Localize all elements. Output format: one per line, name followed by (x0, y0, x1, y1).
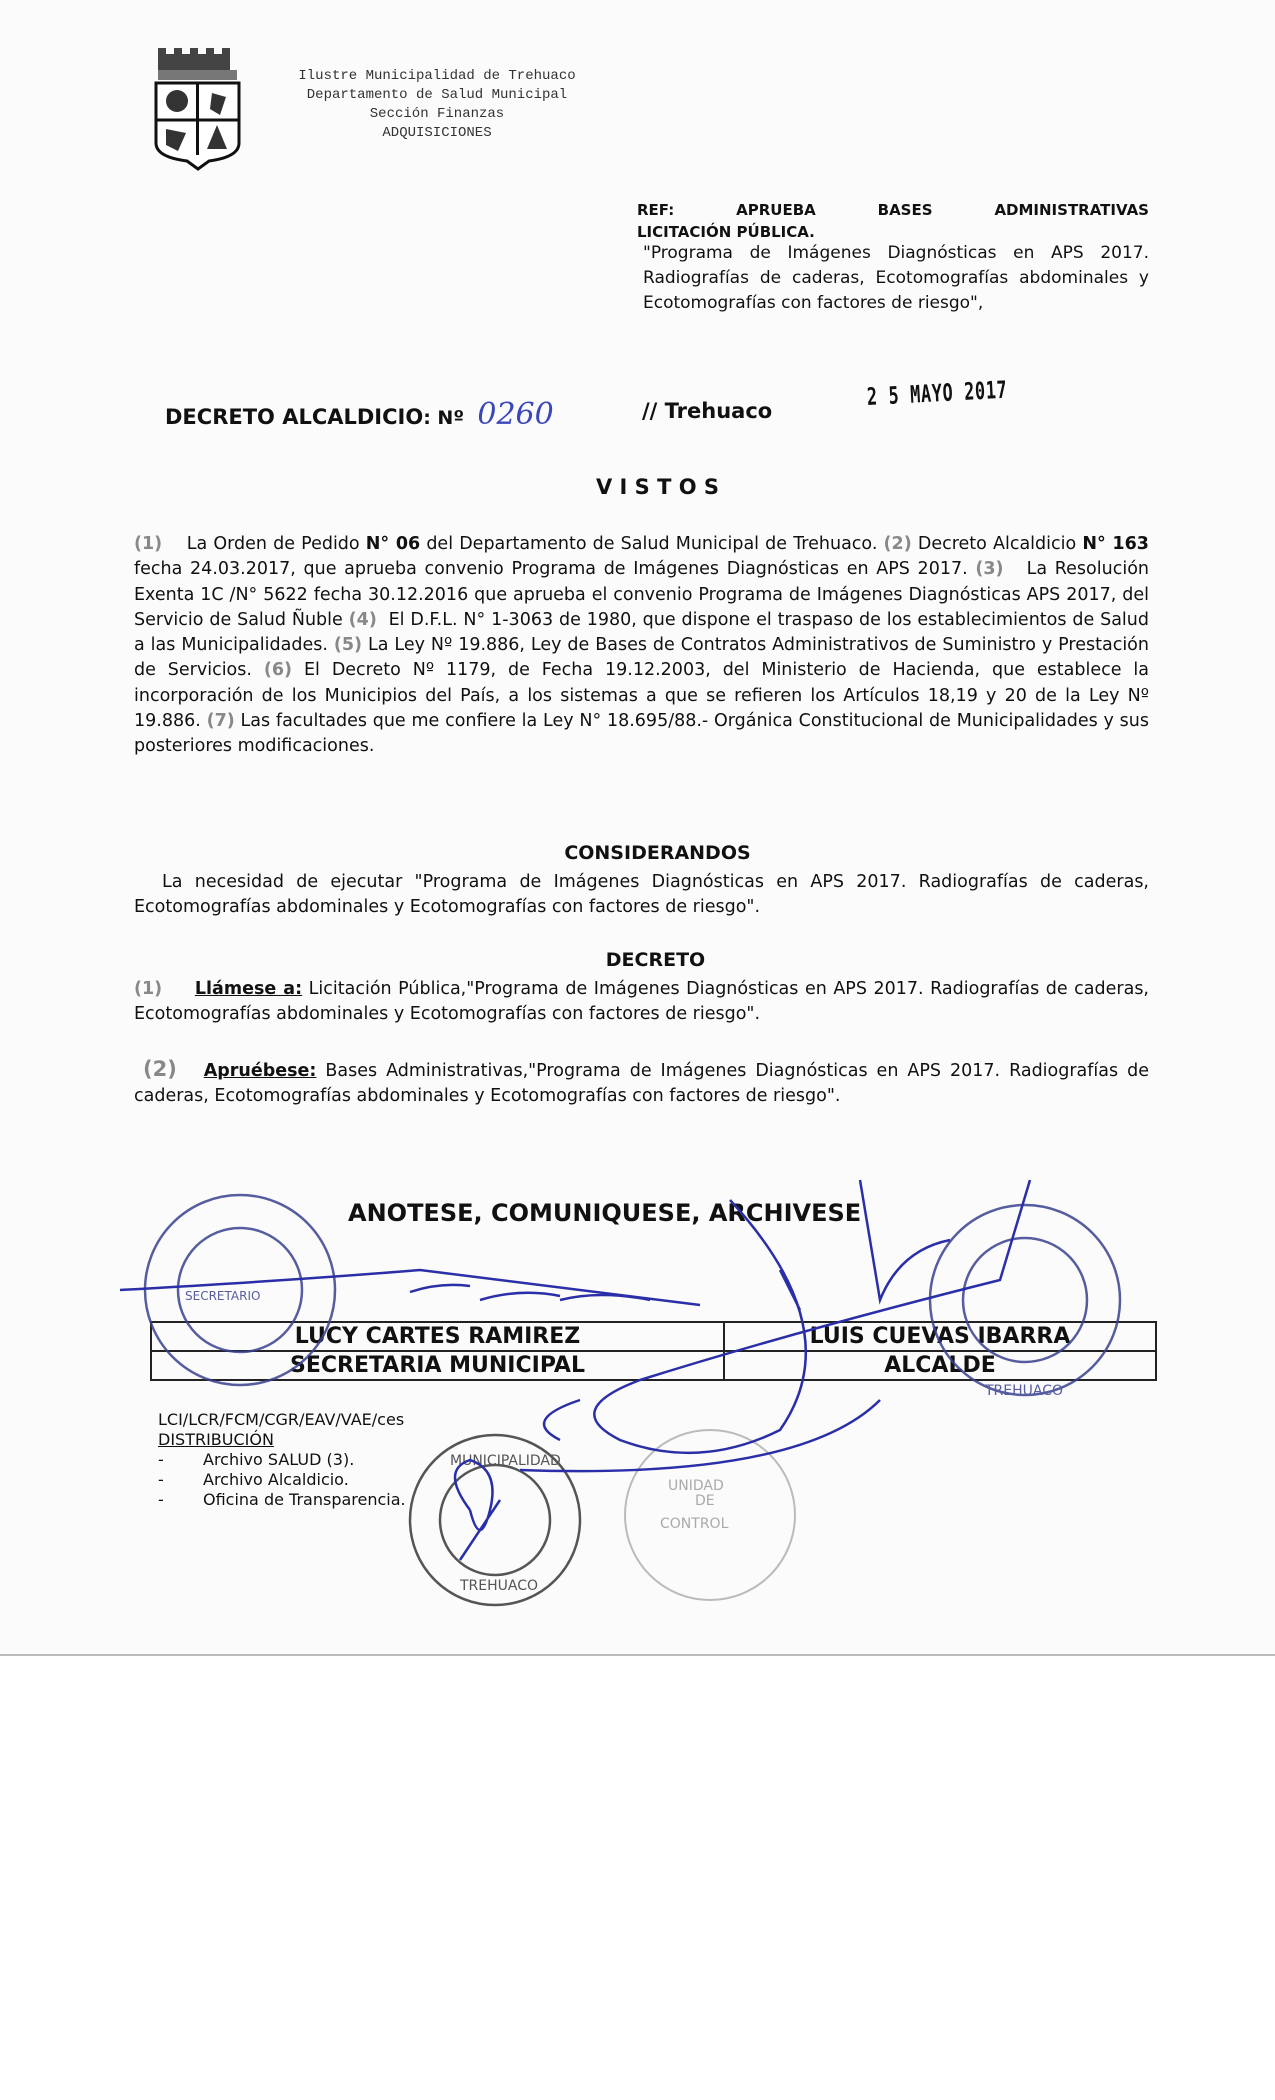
svg-text:CONTROL: CONTROL (660, 1516, 729, 1532)
svg-text:UNIDAD: UNIDAD (668, 1478, 724, 1494)
svg-text:DE: DE (695, 1493, 715, 1509)
ref-title (637, 198, 1149, 223)
vistos-heading: V I S T O S (595, 475, 720, 499)
control-stamp (625, 1430, 795, 1600)
stamp-text: SECRETARIO (185, 1289, 261, 1303)
secretary-name: LUCY CARTES RAMIREZ (151, 1322, 724, 1351)
item-text: Decreto Alcaldicio (917, 534, 1083, 554)
ref-title-line2: LICITACIÓN PÚBLICA. (637, 223, 815, 241)
item-number: (1) (134, 534, 163, 554)
item-bold: N° 06 (365, 534, 421, 554)
item-number: (2) (883, 534, 912, 554)
distribution-item-text: Archivo SALUD (3). (203, 1450, 355, 1469)
header-line: ADQUISICIONES (382, 125, 492, 141)
decree-number-line (165, 397, 554, 432)
item-number: (4) (348, 609, 377, 630)
decreto-item-1 (134, 977, 1149, 1028)
item-number: (1) (134, 979, 163, 999)
header-line: Sección Finanzas (369, 106, 505, 122)
item-bold: N° 163 (1082, 534, 1149, 554)
decree-label: DECRETO ALCALDICIO (165, 405, 424, 429)
item-text: La Resolución Exenta 1C /N° 5622 fecha 30.12.2016 que aprueba el convenio Programa de Imágenes Diagnósticas APS 2017, del Servicio de Salud Ñuble (134, 559, 1149, 630)
item-text: La Orden de Pedido (186, 534, 366, 554)
date-stamp: 2 5 MAYO 2017 (866, 375, 1009, 411)
ref-description: "Programa de Imágenes Diagnósticas en APS 2017. Radiografías de caderas, Ecotomografías abdominales y Ecotomografías con factores de riesgo", (643, 243, 1149, 313)
distribution-item-text: Oficina de Transparencia. (203, 1490, 406, 1509)
distribution-item: - Oficina de Transparencia. (158, 1490, 406, 1509)
coat-of-arms-logo (150, 43, 245, 171)
decree-place: // Trehuaco (642, 399, 773, 423)
signature-table (150, 1321, 1157, 1381)
ref-word: APRUEBA (736, 201, 816, 219)
decreto-item-2 (134, 1057, 1149, 1110)
stamp-text: TREHUACO (460, 1578, 539, 1594)
item-text: La Ley Nº 19.886, Ley de Bases de Contratos Administrativos de Suministro y Prestación de Servicios. (134, 635, 1149, 681)
item-text: El Decreto Nº 1179, de Fecha 19.12.2003, del Ministerio de Hacienda, que establece la incorporación de los Municipios del País, a los sistemas a que se refieren los Artículos 18,19 y 20 de la Ley Nº 19.886. (134, 660, 1149, 732)
ref-word: ADMINISTRATIVAS (994, 201, 1149, 219)
item-text: Bases Administrativas,"Programa de Imágenes Diagnósticas en APS 2017. Radiografías de caderas, Ecotomografías abdominales y Ecotomografías con factores de riesgo". (134, 1061, 1149, 1107)
item-number: (3) (975, 559, 1004, 580)
item-label: Apruébese: (203, 1061, 317, 1081)
distribution-heading: DISTRIBUCIÓN (158, 1430, 274, 1449)
mayor-title: ALCALDE (724, 1351, 1156, 1380)
item-text: Licitación Pública,"Programa de Imágenes Diagnósticas en APS 2017. Radiografías de caderas, Ecotomografías abdominales y Ecotomografías con factores de riesgo". (134, 979, 1149, 1025)
distribution-item: - Archivo Alcaldicio. (158, 1470, 349, 1489)
header-line: Departamento de Salud Municipal (306, 87, 568, 103)
item-number: (6) (263, 660, 293, 681)
item-text: del Departamento de Salud Municipal de Trehuaco. (420, 534, 878, 554)
distribution-block (158, 1410, 406, 1510)
item-text: fecha 24.03.2017, que aprueba convenio Programa de Imágenes Diagnósticas en APS 2017. (134, 559, 968, 580)
item-label: Llámese a: (194, 979, 303, 999)
item-number: (7) (206, 711, 235, 732)
distribution-item-text: Archivo Alcaldicio. (203, 1470, 349, 1489)
decreto-heading: DECRETO (605, 949, 706, 971)
ilustre-stamp (410, 1435, 580, 1605)
item-text: Las facultades que me confiere la Ley N° 18.695/88.- Orgánica Constitucional de Municipalidades y sus posteriores modificaciones. (134, 711, 1149, 757)
institution-header (262, 67, 612, 143)
header-line: Ilustre Municipalidad de Trehuaco (298, 68, 576, 84)
ref-word: BASES (877, 201, 933, 219)
reference-block (637, 198, 1149, 316)
item-number: (2) (142, 1057, 177, 1081)
distribution-item: - Archivo SALUD (3). (158, 1450, 355, 1469)
item-number: (5) (333, 635, 363, 656)
stamp-text: TREHUACO (985, 1383, 1064, 1399)
item-text: El D.F.L. N° 1-3063 de 1980, que dispone el traspaso de los establecimientos de Salud a las Municipalidades. (134, 609, 1149, 656)
secretary-title: SECRETARIA MUNICIPAL (151, 1351, 724, 1380)
initials: LCI/LCR/FCM/CGR/EAV/VAE/ces (158, 1410, 405, 1429)
considerandos-text: La necesidad de ejecutar "Programa de Imágenes Diagnósticas en APS 2017. Radiografías de caderas, Ecotomografías abdominales y Ecotomografías con factores de riesgo". (134, 872, 1149, 918)
closing-formula: ANOTESE, COMUNIQUESE, ARCHIVESE (348, 1199, 862, 1227)
decree-number-handwritten: 0260 (477, 397, 554, 432)
ref-label: REF: (637, 201, 675, 219)
mayor-name: LUIS CUEVAS IBARRA (724, 1322, 1156, 1351)
considerandos-heading: CONSIDERANDOS (564, 842, 751, 864)
vistos-paragraph (134, 532, 1149, 760)
stamp-text: MUNICIPALIDAD (450, 1453, 561, 1469)
decree-number-prefix: : Nº (423, 407, 465, 429)
